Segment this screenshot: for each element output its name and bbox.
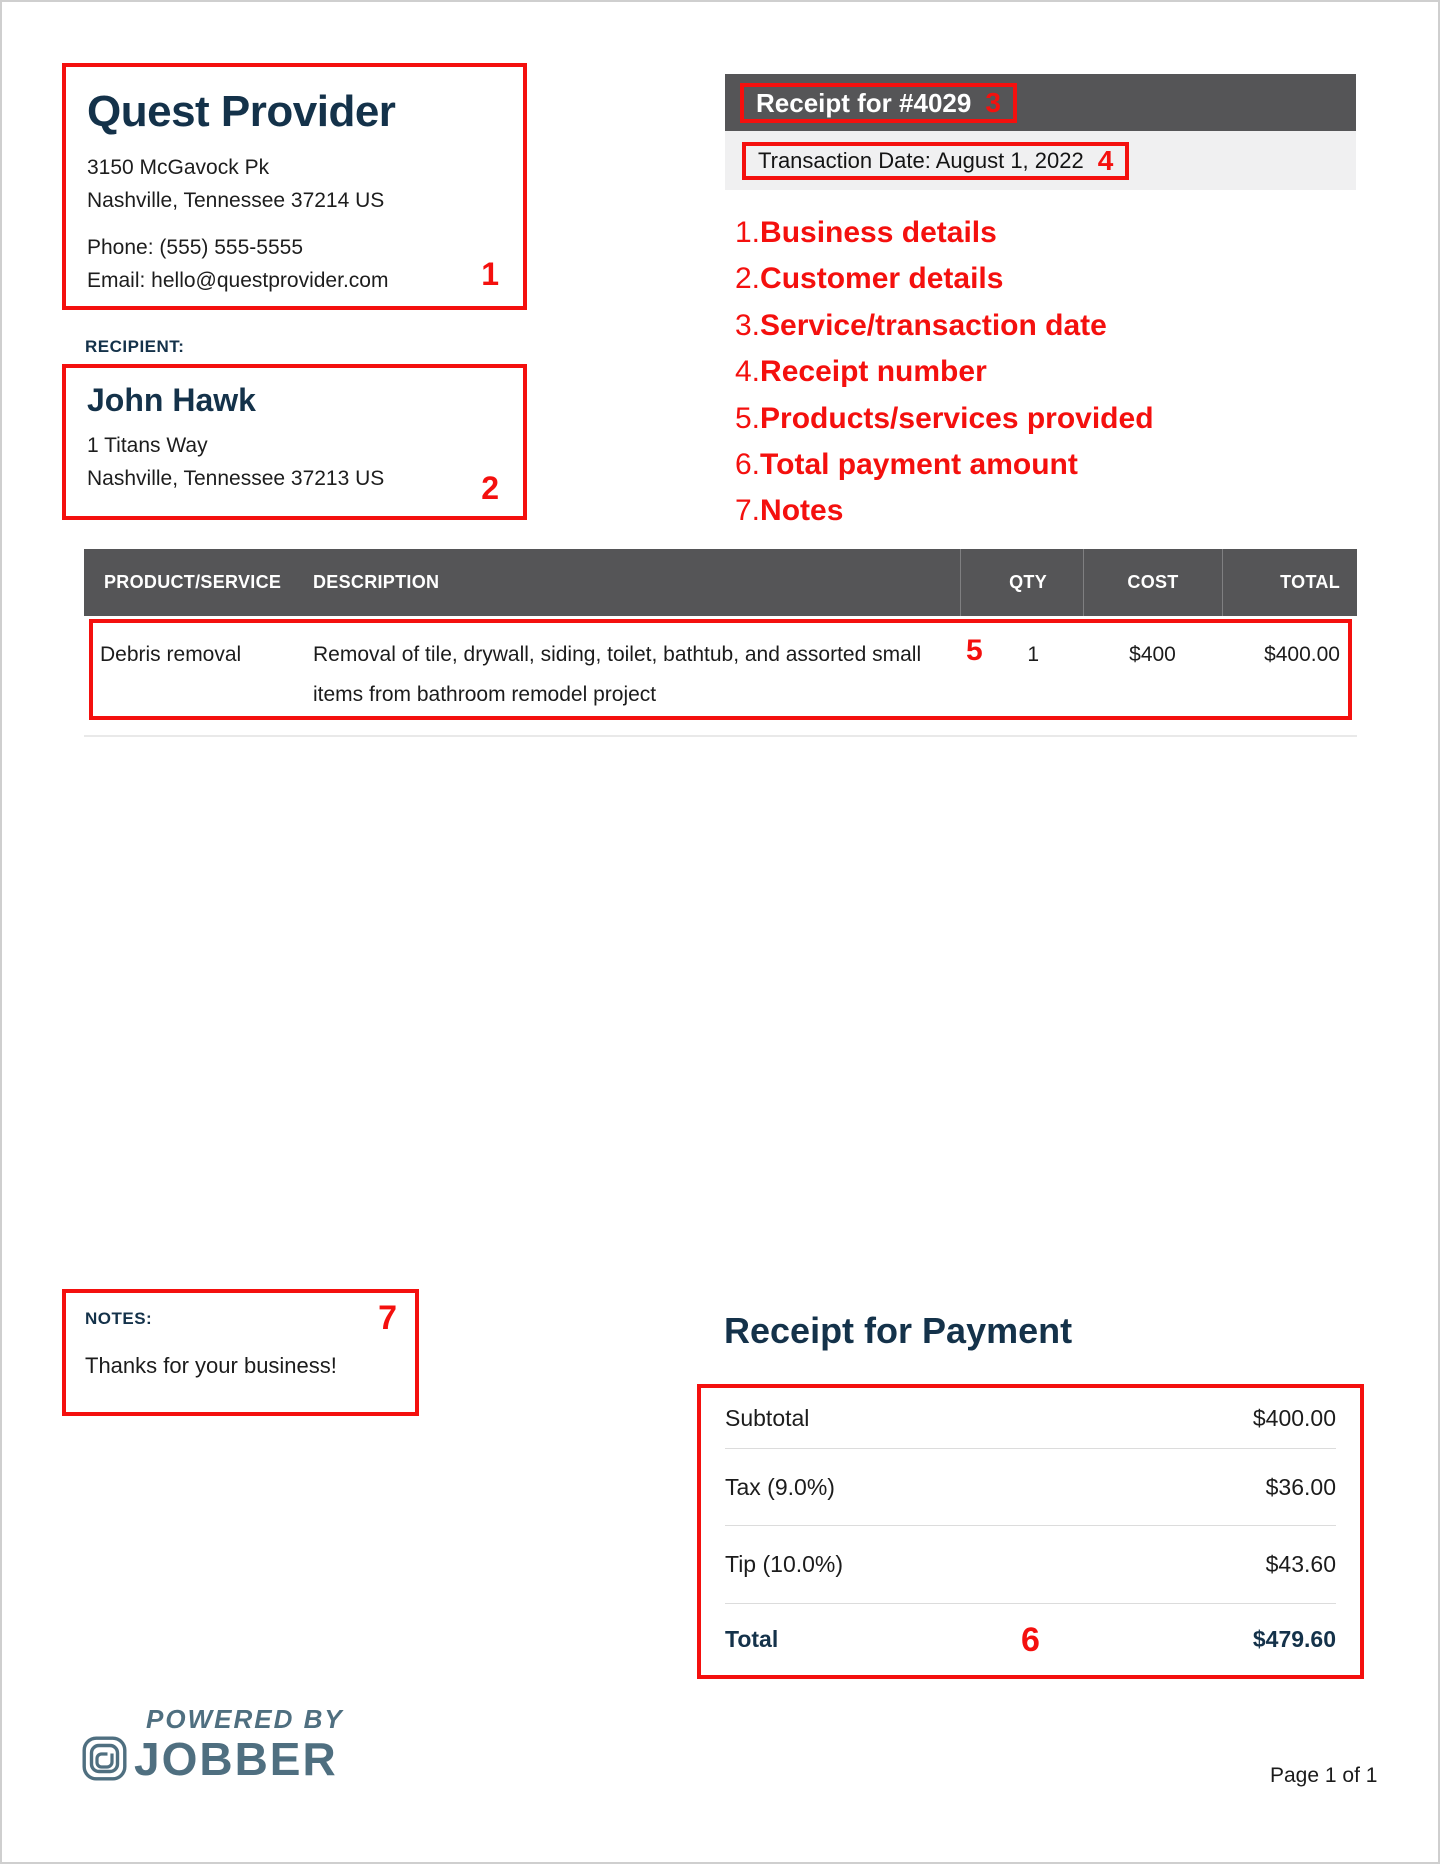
subtotal-value: $400.00 xyxy=(1252,1404,1336,1431)
notes-section-label: NOTES: xyxy=(85,1309,153,1328)
legend-item: 3.Service/transaction date xyxy=(735,308,1107,342)
annotation-number-3: 3 xyxy=(985,87,1001,118)
column-header-description: DESCRIPTION xyxy=(313,572,440,592)
customer-details-box xyxy=(62,364,527,520)
annotation-legend-list xyxy=(735,210,1154,535)
transaction-date-bar xyxy=(725,131,1356,190)
column-header-cost: COST xyxy=(1083,549,1222,616)
legend-item: 2.Customer details xyxy=(735,262,1004,296)
column-header-qty: QTY xyxy=(960,549,1083,616)
legend-item: 5.Products/services provided xyxy=(735,401,1154,435)
annotation-number-5: 5 xyxy=(966,634,983,667)
subtotal-label: Subtotal xyxy=(725,1404,810,1431)
total-label: Total xyxy=(725,1626,779,1652)
powered-by-text: POWERED BY xyxy=(146,1704,344,1734)
page-indicator: Page 1 of 1 xyxy=(1270,1764,1378,1787)
line-item-description: Removal of tile, drywall, siding, toilet, bathtub, and assorted small items from bathroom remodel project xyxy=(313,643,922,706)
recipient-address-line1: 1 Titans Way xyxy=(87,434,208,457)
business-phone: Phone: (555) 555-5555 xyxy=(87,236,303,259)
total-row xyxy=(701,1604,1360,1675)
transaction-date-annotation-box xyxy=(742,142,1129,180)
tip-label: Tip (10.0%) xyxy=(725,1551,844,1577)
legend-item: 4.Receipt number xyxy=(735,355,987,389)
column-header-total: TOTAL xyxy=(1222,549,1357,616)
line-item-qty: 1 xyxy=(1027,643,1039,666)
legend-item: 1.Business details xyxy=(735,216,997,249)
total-value: $479.60 xyxy=(1252,1626,1336,1652)
legend-item: 6.Total payment amount xyxy=(735,448,1078,482)
tip-value: $43.60 xyxy=(1265,1551,1336,1577)
tax-value: $36.00 xyxy=(1265,1473,1336,1500)
line-item-cost: $400 xyxy=(1129,643,1176,666)
payment-section-heading: Receipt for Payment xyxy=(724,1310,1073,1351)
annotation-number-1: 1 xyxy=(481,256,499,292)
annotation-number-4: 4 xyxy=(1097,145,1114,176)
legend-item: 7.Notes xyxy=(735,494,844,528)
subtotal-row xyxy=(701,1388,1360,1448)
annotation-number-7: 7 xyxy=(378,1299,397,1337)
notes-text: Thanks for your business! xyxy=(85,1353,337,1378)
receipt-title-bar xyxy=(725,74,1356,131)
notes-box xyxy=(62,1289,419,1416)
business-email: Email: hello@questprovider.com xyxy=(87,269,389,292)
line-items-table-header xyxy=(84,549,1357,616)
tax-label: Tax (9.0%) xyxy=(725,1473,835,1500)
recipient-name: John Hawk xyxy=(87,382,256,418)
jobber-brand-text: JOBBER xyxy=(134,1733,338,1785)
business-contact xyxy=(87,231,523,297)
business-name: Quest Provider xyxy=(87,87,396,136)
tip-row xyxy=(701,1526,1360,1603)
table-row-divider xyxy=(84,735,1357,737)
recipient-section-label: RECIPIENT: xyxy=(85,337,185,356)
recipient-address xyxy=(87,429,523,495)
business-address-line1: 3150 McGavock Pk xyxy=(87,156,270,179)
business-address-line2: Nashville, Tennessee 37214 US xyxy=(87,189,385,212)
products-services-annotation-box xyxy=(89,619,1352,720)
payment-totals-box xyxy=(697,1384,1364,1679)
jobber-logo-icon xyxy=(82,1736,127,1786)
line-item-total: $400.00 xyxy=(1264,643,1340,666)
column-header-product: PRODUCT/SERVICE xyxy=(104,572,282,592)
annotation-number-2: 2 xyxy=(481,470,499,506)
tax-row xyxy=(701,1449,1360,1525)
receipt-title: Receipt for #4029 xyxy=(756,87,972,118)
receipt-number-annotation-box xyxy=(740,83,1017,123)
transaction-date: Transaction Date: August 1, 2022 xyxy=(758,148,1084,173)
business-address xyxy=(87,151,523,217)
line-item-product: Debris removal xyxy=(100,643,242,666)
business-details-box xyxy=(62,63,527,310)
annotation-number-6: 6 xyxy=(1021,1620,1040,1659)
recipient-address-line2: Nashville, Tennessee 37213 US xyxy=(87,467,385,490)
